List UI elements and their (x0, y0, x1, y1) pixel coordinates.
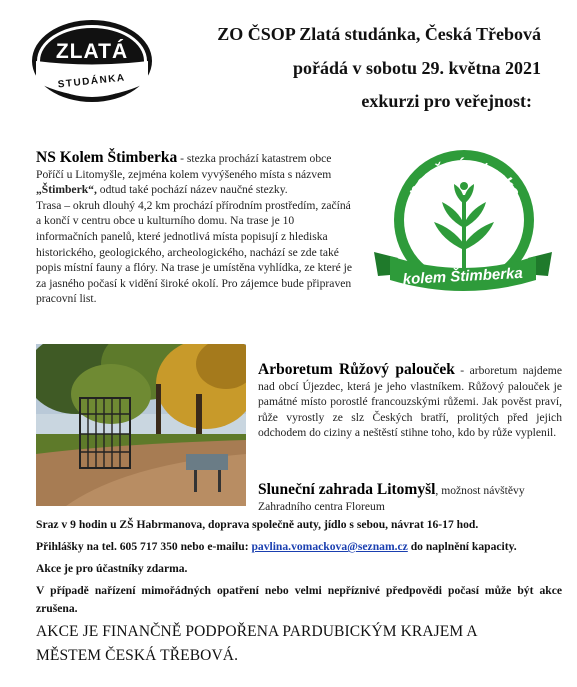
ns-section (36, 150, 354, 307)
badge-arc-text: naučná stezka (403, 154, 525, 201)
badge-ribbon-text: kolem Štimberka (402, 264, 524, 289)
header-subtitle: exkurzi pro veřejnost: (361, 91, 532, 111)
logo-top-text: ZLATÁ (55, 40, 129, 63)
footer-line2: MĚSTEM ČESKÁ TŘEBOVÁ. (36, 647, 239, 664)
arboretum-section (258, 362, 562, 441)
slunecni-title: Sluneční zahrada Litomyšl (258, 481, 436, 498)
cancellation-info: V případě nařízení mimořádných opatření nebo velmi nepříznivé předpovědi počasí může být akce zrušena. (36, 584, 562, 615)
ns-quote: „Štimberk“, (36, 183, 97, 197)
email-link[interactable]: pavlina.vomackova@seznam.cz (251, 540, 408, 553)
logo-bottom-text: STUDÁNKA (57, 72, 127, 91)
registration-info (36, 540, 517, 553)
arboretum-photo (36, 344, 246, 506)
slunecni-text: , možnost návštěvy Zahradního centra Floreum (258, 484, 525, 513)
funding-footer (36, 620, 556, 668)
header-organizer: ZO ČSOP Zlatá studánka, Česká Třebová (217, 24, 541, 44)
zlata-studanka-logo (30, 18, 154, 104)
footer-line1: AKCE JE FINANČNĚ PODPOŘENA PARDUBICKÝM KRAJEM A (36, 623, 478, 640)
arboretum-title: Arboretum Růžový palouček (258, 361, 455, 378)
registration-post: do naplnění kapacity. (407, 540, 517, 553)
nature-trail-badge (372, 140, 554, 298)
ns-body: Trasa – okruh dlouhý 4,2 km prochází přírodním prostředím, začíná a končí v centru obce u kulturního domu. Na trase je 10 informačních panelů, které jednotlivá místa popisují z hlediska historického, geologického, archeologického, nachází se zde také popis místní fauny a flóry. Na trase je umístěna vyhlídka, ze které je za jasného počasí k vidění široké okolí. Pro zájemce bude připraven pracovní list. (36, 198, 353, 306)
ns-lead: stezka prochází katastrem obce Poříčí u Litomyšle, zejména kolem vyvýšeného místa s názvem (36, 152, 332, 181)
ns-sep: - (177, 152, 187, 165)
slunecni-section (258, 482, 562, 514)
header-date: pořádá v sobotu 29. května 2021 (292, 58, 541, 78)
meeting-info: Sraz v 9 hodin u ZŠ Habrmanova, doprava společně auty, jídlo s sebou, návrat 16-17 hod. (36, 518, 479, 531)
arboretum-text: - arboretum najdeme nad obcí Újezdec, která je jeho vlastníkem. Růžový palouček je památné místo porostlé francouzskými růžemi. Jak pověst praví, růže vyrostly ze slz Českých bratří, prolitých před jejich odchodem do ciziny a neštěstí stihne toho, kdo by růže vyplenil. (258, 364, 562, 440)
registration-pre: Přihlášky na tel. 605 717 350 nebo e-mailu: (36, 540, 252, 553)
ns-rest: odtud také pochází název naučné stezky. (96, 183, 288, 197)
ns-title: NS Kolem Štimberka (36, 149, 178, 166)
free-info: Akce je pro účastníky zdarma. (36, 562, 188, 575)
